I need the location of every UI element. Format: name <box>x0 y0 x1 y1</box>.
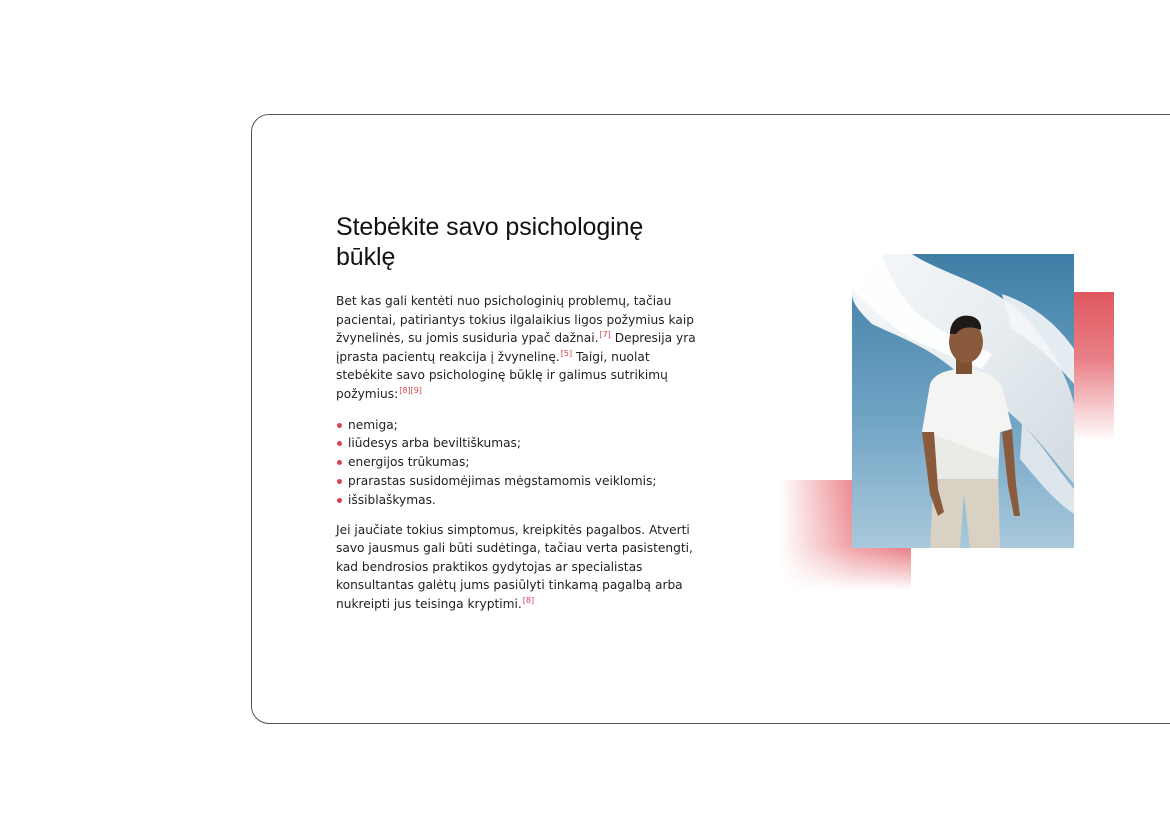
section-title: Stebėkite savo psichologinę būklę <box>336 213 644 271</box>
symptom-text: išsiblaškymas. <box>348 492 436 507</box>
bullet-dot-icon <box>337 498 342 503</box>
symptom-list <box>336 416 696 510</box>
intro-paragraph <box>336 292 696 404</box>
symptom-text: prarastas susidomėjimas mėgstamomis veiklomis; <box>348 473 657 488</box>
bullet-dot-icon <box>337 479 342 484</box>
outro-paragraph <box>336 521 696 614</box>
bullet-dot-icon <box>337 423 342 428</box>
psychological-state-section <box>336 212 696 614</box>
list-item <box>336 491 696 510</box>
citation-link[interactable]: [8][9] <box>399 385 422 395</box>
intro-text-1: Bet kas gali kentėti nuo psichologinių problemų, tačiau pacientai, patiriantys tokius ilgalaikius ligos požymius kaip žvynelinės, su jomis susiduria ypač dažnai. <box>336 294 694 346</box>
symptom-text: liūdesys arba beviltiškumas; <box>348 436 522 451</box>
citation-link[interactable]: [8] <box>522 595 535 605</box>
symptom-text: nemiga; <box>348 417 398 432</box>
bullet-dot-icon <box>337 441 342 446</box>
list-item <box>336 472 696 491</box>
intro-text-3: Taigi, nuolat stebėkite savo psichologinę būklę ir galimus sutrikimų požymius: <box>336 349 668 401</box>
list-item <box>336 434 696 453</box>
symptom-text: energijos trūkumas; <box>348 455 470 470</box>
man-with-fabric-photo <box>852 254 1074 548</box>
bullet-dot-icon <box>337 460 342 465</box>
list-item <box>336 453 696 472</box>
citation-link[interactable]: [7] <box>599 330 611 340</box>
citation-link[interactable]: [5] <box>560 348 573 358</box>
outro-text: Jei jaučiate tokius simptomus, kreipkitės pagalbos. Atverti savo jausmus gali būti sudėtinga, tačiau verta pasistengti, kad bendrosios praktikos gydytojas ar specialistas konsultantas galėtų jums pasiūlyti tinkamą pagalbą arba nukreipti jus teisinga kryptimi. <box>336 522 693 611</box>
intro-text-2: Depresija yra įprasta pacientų reakcija į žvynelinę. <box>336 331 696 364</box>
list-item <box>336 416 696 435</box>
